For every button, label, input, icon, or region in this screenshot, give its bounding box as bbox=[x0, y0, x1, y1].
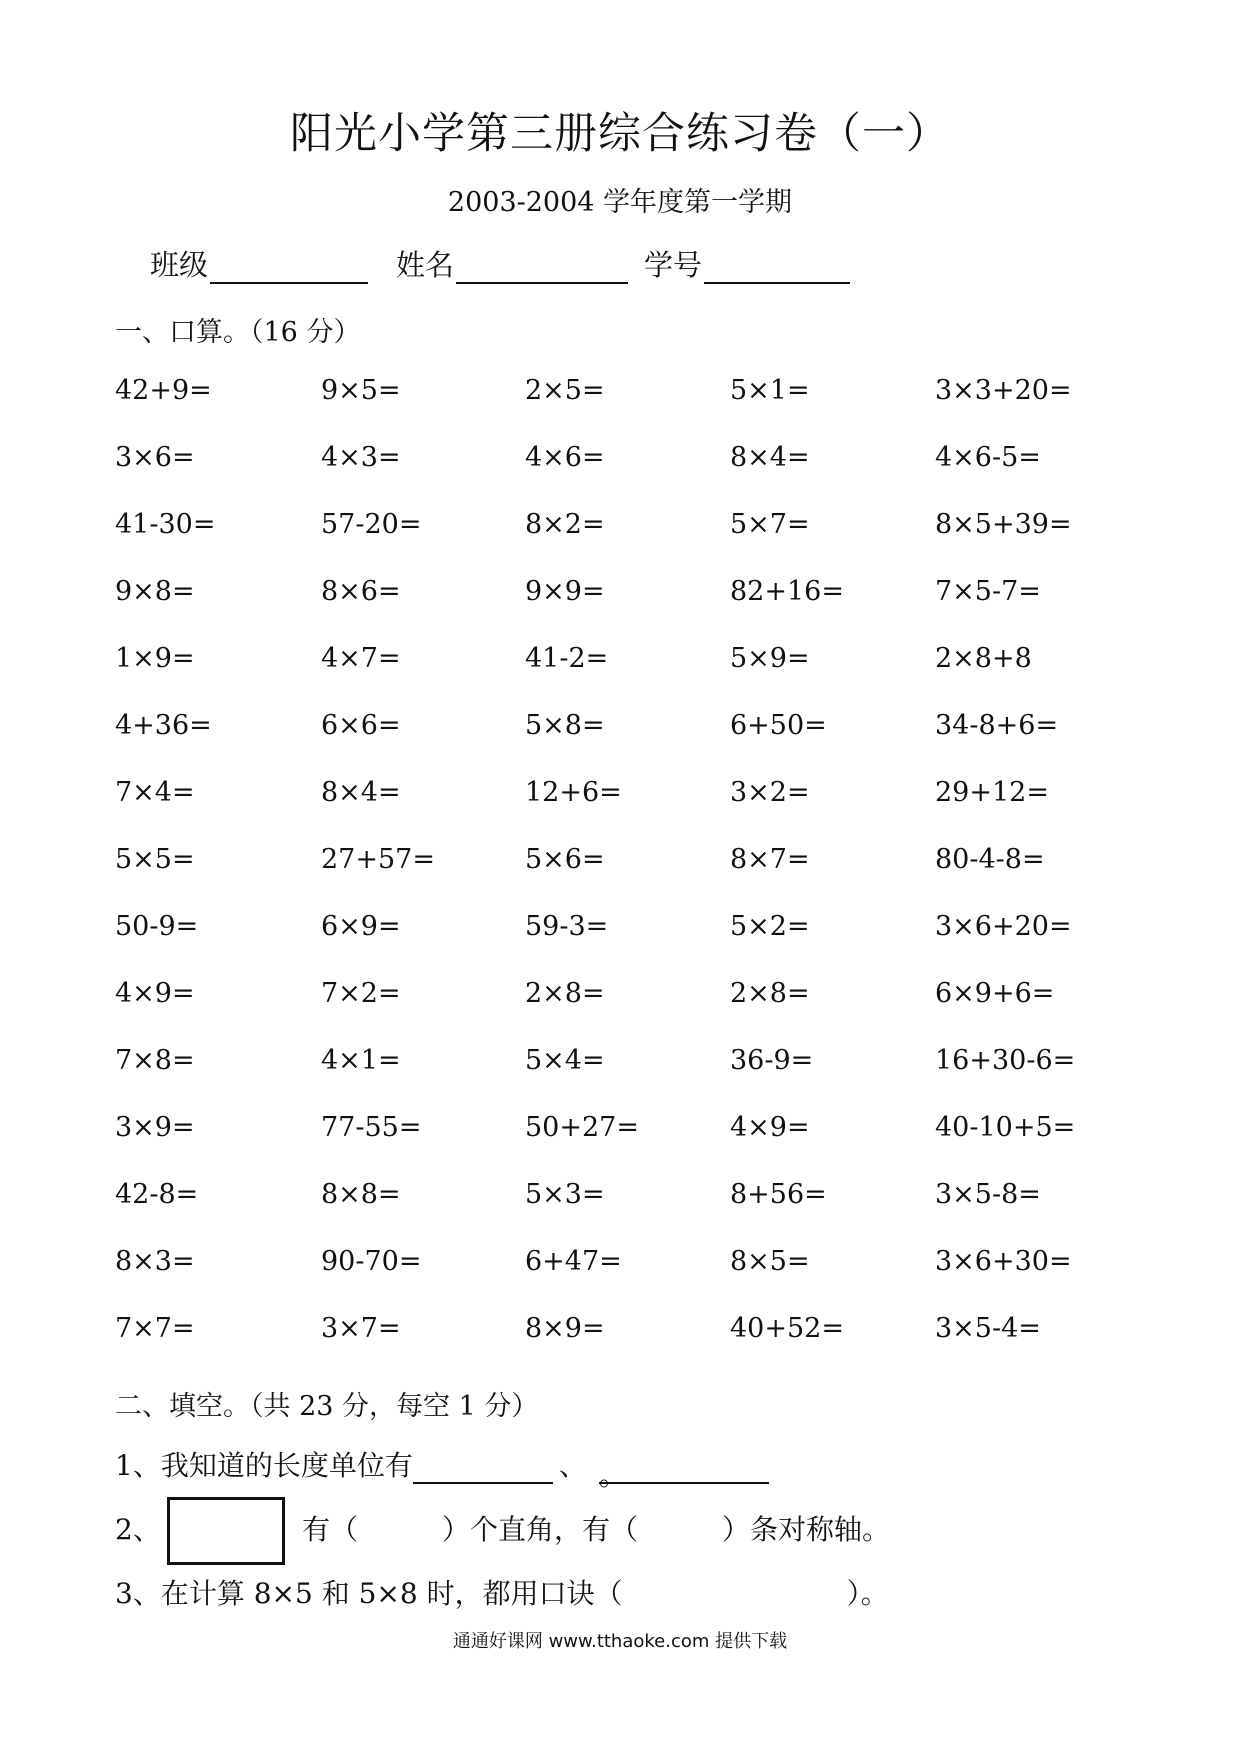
calc-item: 82+16= bbox=[730, 576, 844, 607]
calc-item: 2×8+8 bbox=[935, 643, 1032, 674]
student-info-row bbox=[150, 243, 850, 284]
calc-item: 8×4= bbox=[730, 442, 810, 473]
calc-item: 2×8= bbox=[525, 978, 605, 1009]
q1-blank-2 bbox=[598, 1454, 769, 1492]
calc-item: 6×9+6= bbox=[935, 978, 1055, 1009]
calc-item: 57-20= bbox=[321, 509, 422, 540]
calc-item: 3×9= bbox=[115, 1112, 195, 1143]
section2-heading: 二、填空。（共 23 分，每空 1 分） bbox=[115, 1391, 539, 1422]
calc-item: 7×5-7= bbox=[935, 576, 1041, 607]
calc-item: 4+36= bbox=[115, 710, 212, 741]
calc-item: 8×2= bbox=[525, 509, 605, 540]
calc-item: 4×3= bbox=[321, 442, 401, 473]
calc-item: 29+12= bbox=[935, 777, 1049, 808]
calc-item: 90-70= bbox=[321, 1246, 422, 1277]
calc-item: 41-2= bbox=[525, 643, 609, 674]
calc-item: 8×6= bbox=[321, 576, 401, 607]
calc-item: 3×3+20= bbox=[935, 375, 1072, 406]
calc-item: 3×5-4= bbox=[935, 1313, 1041, 1344]
calc-item: 5×3= bbox=[525, 1179, 605, 1210]
calc-item: 80-4-8= bbox=[935, 844, 1045, 875]
calc-item: 7×7= bbox=[115, 1313, 195, 1344]
calc-item: 4×9= bbox=[730, 1112, 810, 1143]
calc-item: 36-9= bbox=[730, 1045, 814, 1076]
question-3: 3、在计算 8×5 和 5×8 时，都用口诀（ ）。 bbox=[115, 1577, 889, 1610]
calc-item: 42+9= bbox=[115, 375, 212, 406]
calc-item: 2×8= bbox=[730, 978, 810, 1009]
q1-end: 。 bbox=[598, 1459, 627, 1492]
calc-item: 8×5+39= bbox=[935, 509, 1072, 540]
calc-item: 5×6= bbox=[525, 844, 605, 875]
calc-item: 8×9= bbox=[525, 1313, 605, 1344]
calc-item: 40-10+5= bbox=[935, 1112, 1076, 1143]
calc-item: 7×8= bbox=[115, 1045, 195, 1076]
calc-item: 50+27= bbox=[525, 1112, 639, 1143]
square-shape bbox=[167, 1497, 285, 1565]
calc-item: 34-8+6= bbox=[935, 710, 1059, 741]
calc-item: 3×6+20= bbox=[935, 911, 1072, 942]
name-field bbox=[396, 243, 628, 284]
calc-item: 12+6= bbox=[525, 777, 622, 808]
calc-item: 9×9= bbox=[525, 576, 605, 607]
calc-item: 4×7= bbox=[321, 643, 401, 674]
name-label: 姓名 bbox=[396, 248, 455, 282]
calc-item: 4×6-5= bbox=[935, 442, 1041, 473]
calc-item: 6+47= bbox=[525, 1246, 622, 1277]
calc-item: 7×2= bbox=[321, 978, 401, 1009]
name-blank bbox=[456, 252, 628, 284]
calc-item: 27+57= bbox=[321, 844, 435, 875]
footer-credit: 通通好课网 www.tthaoke.com 提供下载 bbox=[452, 1631, 788, 1652]
calc-item: 1×9= bbox=[115, 643, 195, 674]
calc-item: 4×9= bbox=[115, 978, 195, 1009]
q1-blank-1 bbox=[413, 1454, 553, 1484]
student-id-field bbox=[644, 243, 850, 284]
calc-item: 3×5-8= bbox=[935, 1179, 1041, 1210]
calc-item: 77-55= bbox=[321, 1112, 422, 1143]
calc-item: 40+52= bbox=[730, 1313, 844, 1344]
calc-item: 5×9= bbox=[730, 643, 810, 674]
q1-separator: 、 bbox=[558, 1449, 587, 1482]
calc-item: 59-3= bbox=[525, 911, 609, 942]
calc-item: 41-30= bbox=[115, 509, 216, 540]
page-subtitle: 2003-2004 学年度第一学期 bbox=[447, 187, 793, 218]
calc-item: 8+56= bbox=[730, 1179, 827, 1210]
calc-item: 8×3= bbox=[115, 1246, 195, 1277]
section1-heading: 一、口算。（16 分） bbox=[115, 317, 361, 348]
calc-item: 5×8= bbox=[525, 710, 605, 741]
calc-item: 50-9= bbox=[115, 911, 199, 942]
class-field bbox=[150, 243, 368, 284]
q2-text: 有（ ）个直角，有（ ）条对称轴。 bbox=[302, 1513, 891, 1546]
calc-item: 8×7= bbox=[730, 844, 810, 875]
question-1 bbox=[115, 1444, 769, 1492]
calc-item: 6×6= bbox=[321, 710, 401, 741]
calc-item: 3×2= bbox=[730, 777, 810, 808]
calc-item: 5×5= bbox=[115, 844, 195, 875]
calc-item: 4×6= bbox=[525, 442, 605, 473]
calc-item: 9×5= bbox=[321, 375, 401, 406]
calc-item: 7×4= bbox=[115, 777, 195, 808]
calc-item: 3×6+30= bbox=[935, 1246, 1072, 1277]
calc-item: 16+30-6= bbox=[935, 1045, 1076, 1076]
calc-item: 8×8= bbox=[321, 1179, 401, 1210]
q2-number: 2、 bbox=[115, 1513, 161, 1546]
calc-item: 5×7= bbox=[730, 509, 810, 540]
calc-item: 3×7= bbox=[321, 1313, 401, 1344]
calc-item: 6×9= bbox=[321, 911, 401, 942]
calc-item: 8×4= bbox=[321, 777, 401, 808]
calc-item: 4×1= bbox=[321, 1045, 401, 1076]
class-label: 班级 bbox=[150, 248, 209, 282]
calc-item: 8×5= bbox=[730, 1246, 810, 1277]
class-blank bbox=[210, 252, 368, 284]
calc-item: 6+50= bbox=[730, 710, 827, 741]
q1-prefix: 1、我知道的长度单位有 bbox=[115, 1449, 413, 1482]
calc-item: 9×8= bbox=[115, 576, 195, 607]
calc-item: 5×1= bbox=[730, 375, 810, 406]
calc-item: 42-8= bbox=[115, 1179, 199, 1210]
student-id-blank bbox=[704, 252, 850, 284]
calc-item: 5×2= bbox=[730, 911, 810, 942]
student-id-label: 学号 bbox=[644, 248, 703, 282]
calc-item: 3×6= bbox=[115, 442, 195, 473]
calc-item: 2×5= bbox=[525, 375, 605, 406]
page-title: 阳光小学第三册综合练习卷（一） bbox=[290, 109, 950, 159]
calc-item: 5×4= bbox=[525, 1045, 605, 1076]
